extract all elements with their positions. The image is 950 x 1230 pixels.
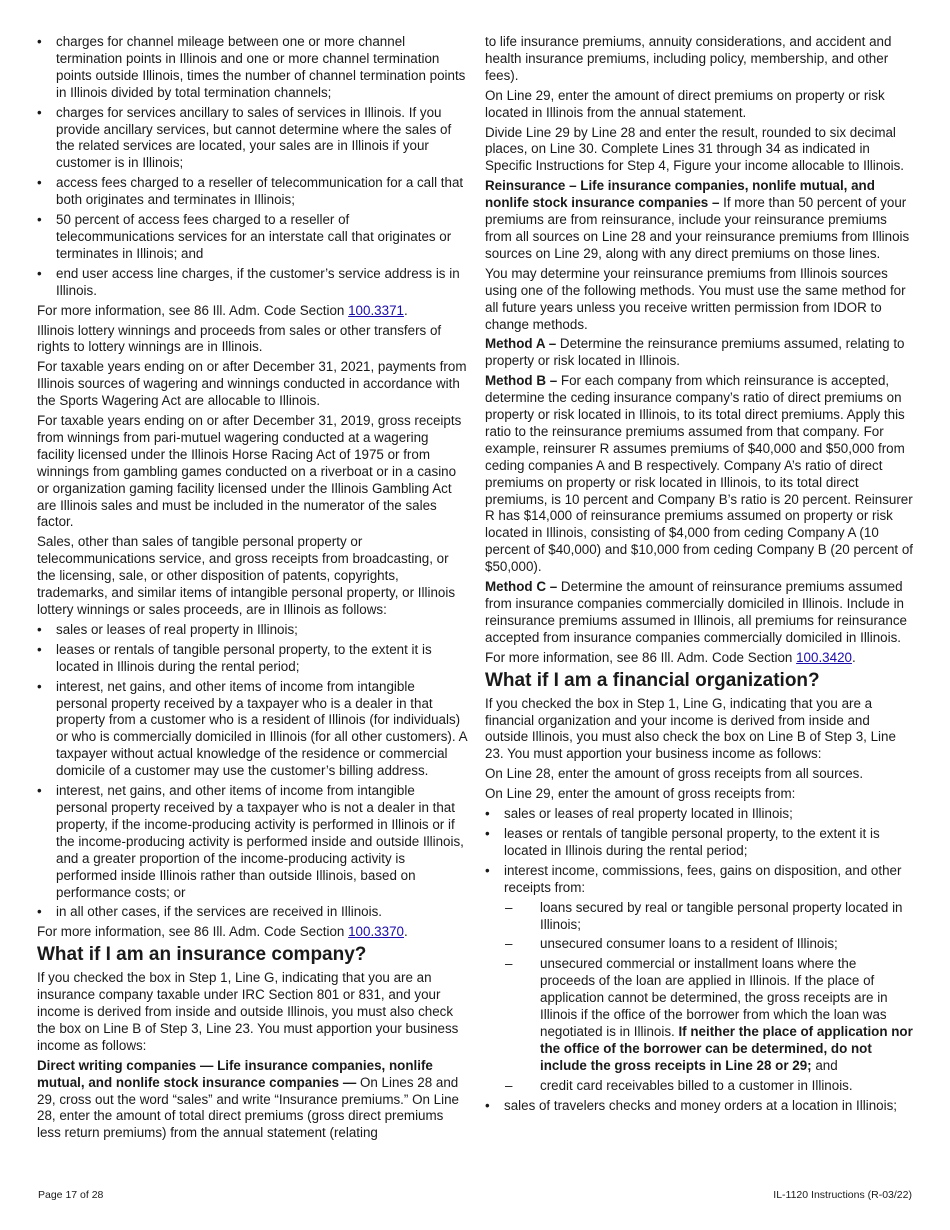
list-item: • charges for channel mileage between one or more channel termination points in Illinois and one or more channel termination points outside Illinois, times the number of channel termination points in Illinois divided by total termination channels; <box>37 34 467 102</box>
reinsurance-paragraph: Reinsurance – Life insurance companies, nonlife mutual, and nonlife stock insurance companies – If more than 50 percent of your premiums are from reinsurance, include your reinsurance premiums from all sources on Line 28 and your reinsurance premiums from Illinois sources on Line 29, along with any direct premiums on those lines. <box>485 178 910 261</box>
dash-item: – loans secured by real or tangible personal property located in Illinois; <box>485 900 915 934</box>
list-item: • sales or leases of real property located in Illinois; <box>485 806 915 823</box>
line28-paragraph: On Line 28, enter the amount of gross receipts from all sources. <box>485 766 864 782</box>
method-b-paragraph: Method B – For each company from which reinsurance is accepted, determine the ceding insurance company’s ratio of direct premiums on property or risk located in Illinois, to its total direct premiums. Apply this ratio to the reinsurance premiums assumed from that company. For example, reinsurer R assumes premiums of $40,000 and $50,000 from ceding companies A and B respectively. Company A’s ratio of direct premiums on property or risk located in Illinois, to its total direct premiums, is 10 percent and Company B’s ratio is 20 percent. Reinsurer R has $14,000 of reinsurance premiums assumed on property or risk located in Illinois, consisting of $4,000 from ceding Company A (10 percent of $40,000) and $10,000 from ceding Company B (20 percent of $50,000). <box>485 373 914 575</box>
list-item: • 50 percent of access fees charged to a reseller of telecommunications services for an interstate call that originates or terminates in Illinois; and <box>37 212 467 263</box>
direct-writing-paragraph: Direct writing companies — Life insurance companies, nonlife mutual, and nonlife stock insurance companies — On Lines 28 and 29, cross out the word “sales” and write “Insurance premiums.” On Line 28, enter the amount of total direct premiums (gross direct premiums less return premiums) from the annual statement (relating <box>37 1057 459 1141</box>
more-info-paragraph: For more information, see 86 Ill. Adm. Code Section 100.3371. <box>37 302 408 318</box>
telecom-bullet-list <box>37 34 467 300</box>
page-number: Page 17 of 28 <box>38 1189 104 1201</box>
list-item: • end user access line charges, if the customer’s service address is in Illinois. <box>37 266 467 300</box>
sales-bullet-list <box>37 622 467 921</box>
continued-paragraph: to life insurance premiums, annuity considerations, and accident and health insurance premiums, including policy, membership, and other fees). <box>485 34 892 83</box>
dash-item: – credit card receivables billed to a customer in Illinois. <box>485 1078 915 1095</box>
list-item: • access fees charged to a reseller of telecommunication for a call that both originates and terminates in Illinois; <box>37 175 467 209</box>
insurance-heading: What if I am an insurance company? <box>37 944 367 966</box>
form-identifier: IL-1120 Instructions (R-03/22) <box>773 1189 912 1201</box>
more-info-paragraph: For more information, see 86 Ill. Adm. Code Section 100.3370. <box>37 924 408 940</box>
list-item: • leases or rentals of tangible personal property, to the extent it is located in Illinois during the rental period; <box>37 642 467 676</box>
financial-paragraph: If you checked the box in Step 1, Line G, indicating that you are a financial organization and your income is derived from inside and outside Illinois, you must also check the box on Line B of Step 3, Line 23. You must apportion your business income as follows: <box>485 695 896 762</box>
financial-heading: What if I am a financial organization? <box>485 669 820 691</box>
right-column <box>485 34 915 1117</box>
more-info-paragraph: For more information, see 86 Ill. Adm. Code Section 100.3420. <box>485 649 856 665</box>
method-a-paragraph: Method A – Determine the reinsurance premiums assumed, relating to property or risk located in Illinois. <box>485 336 905 369</box>
insurance-paragraph: If you checked the box in Step 1, Line G, indicating that you are an insurance company taxable under IRC Section 801 or 831, and your income is derived from inside and outside Illinois, you must also check the box on Line B of Step 3, Line 23. You must apportion your business income as follows: <box>37 970 459 1053</box>
loan-dash-list <box>485 900 915 1095</box>
list-item: • charges for services ancillary to sales of services in Illinois. If you provide ancillary services, but cannot determine where the sales of the related services are located, your sales are in Illinois if your customer is in Illinois; <box>37 105 467 173</box>
gross-receipts-bullet-list <box>485 806 915 897</box>
sales-paragraph: Sales, other than sales of tangible personal property or telecommunications service, and gross receipts from broadcasting, or the licensing, sale, or other disposition of patents, copyrights, trademarks, and similar items of intangible personal property, or Illinois lottery winnings or sales proceeds, are in Illinois as follows: <box>37 534 456 617</box>
list-item: • in all other cases, if the services are received in Illinois. <box>37 904 467 921</box>
list-item: • leases or rentals of tangible personal property, to the extent it is located in Illinois during the rental period; <box>485 826 915 860</box>
section-100-3420-link[interactable]: 100.3420 <box>796 649 852 665</box>
divide-paragraph: Divide Line 29 by Line 28 and enter the result, rounded to six decimal places, on Line 30. Complete Lines 31 through 34 as indicated in Specific Instructions for Step 4, Figure your income allocable to Illinois. <box>485 124 905 174</box>
dash-item: – unsecured consumer loans to a resident of Illinois; <box>485 936 915 953</box>
list-item: • interest, net gains, and other items of income from intangible personal property received by a taxpayer who is a dealer in that property from a customer who is a resident of Illinois (for individuals) or who is commercially domiciled in Illinois (for all other customers). A taxpayer without actual knowledge of the residence or commercial domicile of a customer may use the customer’s billing address. <box>37 679 467 780</box>
method-c-paragraph: Method C – Determine the amount of reinsurance premiums assumed from insurance companies commercially domiciled in Illinois. Include in reinsurance premiums assumed in Illinois, all premiums for reinsurance accepted from insurance companies commercially domiciled in Illinois. <box>485 579 907 645</box>
list-item: • interest income, commissions, fees, gains on disposition, and other receipts from: <box>485 863 915 897</box>
travelers-bullet-list <box>485 1098 915 1115</box>
list-item: • sales of travelers checks and money orders at a location in Illinois; <box>485 1098 915 1115</box>
section-100-3370-link[interactable]: 100.3370 <box>348 924 404 940</box>
dash-item: – unsecured commercial or installment loans where the proceeds of the loan are applied in Illinois. If the place of application cannot be determined, the gross receipts are in Illinois if the office of the borrower from which the loan was negotiated is in Illinois. If neither the place of application nor the office of the borrower can be determined, do not include the gross receipts in Line 28 or 29; and <box>485 956 915 1074</box>
list-item: • sales or leases of real property in Illinois; <box>37 622 467 639</box>
lottery-paragraph: Illinois lottery winnings and proceeds from sales or other transfers of rights to lottery winnings are in Illinois. <box>37 322 442 355</box>
wagering-paragraph: For taxable years ending on or after December 31, 2021, payments from Illinois sources of wagering and winnings conducted in accordance with the Sports Wagering Act are allocable to Illinois. <box>37 359 467 409</box>
parimutuel-paragraph: For taxable years ending on or after December 31, 2019, gross receipts from winnings from pari-mutuel wagering conducted at a wagering facility licensed under the Illinois Horse Racing Act of 1975 or from winnings from gambling games conducted on a riverboat or in a casino or organization gaming facility licensed under the Illinois Gambling Act are Illinois sales and must be included in the numerator of the sales factor. <box>37 413 462 530</box>
list-item: • interest, net gains, and other items of income from intangible personal property received by a taxpayer who is not a dealer in that property, if the income-producing activity is performed in Illinois or if the income-producing activity is performed inside and outside Illinois, and a greater proportion of the income-producing activity is performed inside Illinois rather than outside Illinois, based on performance costs; or <box>37 783 467 901</box>
methods-paragraph: You may determine your reinsurance premiums from Illinois sources using one of the following methods. You must use the same method for all future years unless you receive written permission from IDOR to change methods. <box>485 265 906 332</box>
section-100-3371-link[interactable]: 100.3371 <box>348 302 404 318</box>
line29-paragraph: On Line 29, enter the amount of direct premiums on property or risk located in Illinois from the annual statement. <box>485 87 885 120</box>
line29-gross-paragraph: On Line 29, enter the amount of gross receipts from: <box>485 786 796 802</box>
left-column <box>37 34 467 1145</box>
